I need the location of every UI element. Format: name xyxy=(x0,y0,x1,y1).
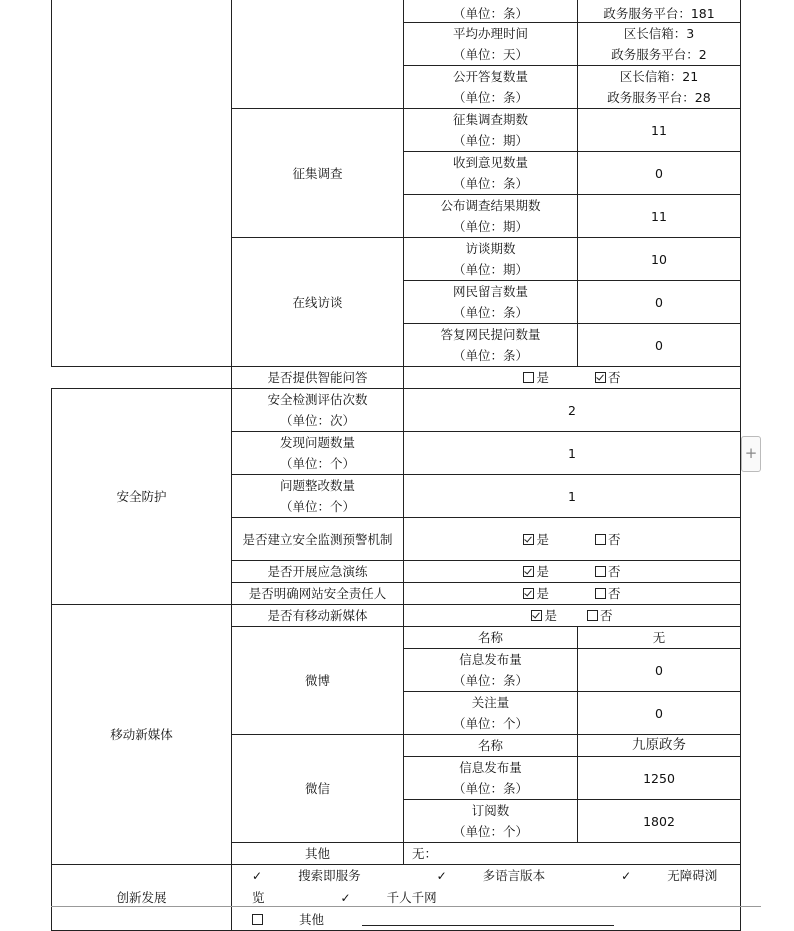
innovation-group: 创新发展 xyxy=(52,865,232,931)
weibo-group: 微博 xyxy=(232,627,404,735)
weibo-followers-label: 关注量 （单位：个） xyxy=(404,692,578,735)
checkbox-unchecked-icon xyxy=(587,610,598,621)
responsible-person-label: 是否明确网站安全责任人 xyxy=(232,583,404,605)
option-yes[interactable]: 是 xyxy=(523,583,549,604)
monitor-warn-label: 是否建立安全监测预警机制 xyxy=(232,518,404,561)
reply-questions-value: 0 xyxy=(578,324,741,367)
innovation-options xyxy=(232,865,741,931)
public-reply-label: 公开答复数量 （单位：条） xyxy=(404,66,578,109)
other-value: 无： xyxy=(404,843,741,865)
add-button[interactable]: + xyxy=(741,436,761,472)
checkbox-checked-icon xyxy=(523,534,534,545)
section-left-blank xyxy=(52,0,232,367)
wechat-subs-value: 1802 xyxy=(578,800,741,843)
option-yes[interactable]: 是 xyxy=(523,367,549,388)
cell-zwfw-181: 政务服务平台：181 xyxy=(578,0,741,23)
other-label: 其他 xyxy=(232,843,404,865)
public-reply-values: 区长信箱：21 政务服务平台：28 xyxy=(578,66,741,109)
weibo-name-value: 无 xyxy=(578,627,741,649)
wechat-name-value: 九原政务 xyxy=(578,735,741,757)
opinions-label: 收到意见数量 （单位：条） xyxy=(404,152,578,195)
checkbox-unchecked-icon xyxy=(595,566,606,577)
blank-cell xyxy=(52,367,232,389)
wechat-info-value: 1250 xyxy=(578,757,741,800)
check-icon: ✓ xyxy=(436,869,447,883)
checkbox-checked-icon xyxy=(531,610,542,621)
checkbox-unchecked-icon xyxy=(595,588,606,599)
checkbox-unchecked-icon xyxy=(595,534,606,545)
emergency-drill-options xyxy=(404,561,741,583)
checkbox-checked-icon xyxy=(523,566,534,577)
wechat-group: 微信 xyxy=(232,735,404,843)
responsible-person-options xyxy=(404,583,741,605)
survey-periods-value: 11 xyxy=(578,109,741,152)
weibo-info-label: 信息发布量 （单位：条） xyxy=(404,649,578,692)
reply-questions-label: 答复网民提问数量 （单位：条） xyxy=(404,324,578,367)
inn-search[interactable]: ✓ 搜索即服务 xyxy=(252,868,361,883)
checkbox-checked-icon xyxy=(595,372,606,383)
emergency-drill-label: 是否开展应急演练 xyxy=(232,561,404,583)
weibo-followers-value: 0 xyxy=(578,692,741,735)
option-yes[interactable]: 是 xyxy=(523,529,549,550)
check-icon: ✓ xyxy=(621,869,632,883)
opinions-value: 0 xyxy=(578,152,741,195)
option-no[interactable]: 否 xyxy=(595,367,621,388)
checkbox-checked-icon xyxy=(523,588,534,599)
weibo-info-value: 0 xyxy=(578,649,741,692)
gov-website-stats-table xyxy=(51,0,741,931)
monitor-warn-options xyxy=(404,518,741,561)
smart-qa-options xyxy=(404,367,741,389)
weibo-name-label: 名称 xyxy=(404,627,578,649)
wechat-name-label: 名称 xyxy=(404,735,578,757)
check-icon: ✓ xyxy=(340,891,351,905)
document-page xyxy=(51,0,741,927)
option-no[interactable]: 否 xyxy=(595,583,621,604)
result-periods-value: 11 xyxy=(578,195,741,238)
subsection-blank xyxy=(232,0,404,109)
option-no[interactable]: 否 xyxy=(587,605,613,626)
problems-found-label: 发现问题数量 （单位：个） xyxy=(232,432,404,475)
problems-fixed-label: 问题整改数量 （单位：个） xyxy=(232,475,404,518)
sec-checks-value: 2 xyxy=(404,389,741,432)
netizen-msgs-value: 0 xyxy=(578,281,741,324)
wechat-subs-label: 订阅数 （单位：个） xyxy=(404,800,578,843)
has-mobile-label: 是否有移动新媒体 xyxy=(232,605,404,627)
checkbox-unchecked-icon xyxy=(252,914,263,925)
option-yes[interactable]: 是 xyxy=(531,605,557,626)
checkbox-unchecked-icon xyxy=(523,372,534,383)
survey-group: 征集调查 xyxy=(232,109,404,238)
avg-time-label: 平均办理时间 （单位：天） xyxy=(404,23,578,66)
problems-fixed-value: 1 xyxy=(404,475,741,518)
wechat-info-label: 信息发布量 （单位：条） xyxy=(404,757,578,800)
avg-time-values: 区长信箱：3 政务服务平台：2 xyxy=(578,23,741,66)
security-group: 安全防护 xyxy=(52,389,232,605)
result-periods-label: 公布调查结果期数 （单位：期） xyxy=(404,195,578,238)
problems-found-value: 1 xyxy=(404,432,741,475)
inn-multilang[interactable]: ✓ 多语言版本 xyxy=(436,868,546,883)
smart-qa-label: 是否提供智能问答 xyxy=(232,367,404,389)
option-no[interactable]: 否 xyxy=(595,561,621,582)
interview-periods-value: 10 xyxy=(578,238,741,281)
page-bottom-divider xyxy=(51,906,761,907)
interview-group: 在线访谈 xyxy=(232,238,404,367)
survey-periods-label: 征集调查期数 （单位：期） xyxy=(404,109,578,152)
inn-personal[interactable]: ✓ 千人千网 xyxy=(340,890,437,905)
netizen-msgs-label: 网民留言数量 （单位：条） xyxy=(404,281,578,324)
option-no[interactable]: 否 xyxy=(595,529,621,550)
interview-periods-label: 访谈期数 （单位：期） xyxy=(404,238,578,281)
has-mobile-options xyxy=(404,605,741,627)
sec-checks-label: 安全检测评估次数 （单位：次） xyxy=(232,389,404,432)
option-yes[interactable]: 是 xyxy=(523,561,549,582)
mobile-group: 移动新媒体 xyxy=(52,605,232,865)
inn-other[interactable]: 其他 xyxy=(252,912,650,927)
check-icon: ✓ xyxy=(252,869,263,883)
cell-unit: （单位：条） xyxy=(404,0,578,23)
inn-barrierfree[interactable]: ✓ 无障碍浏览 xyxy=(252,868,718,905)
